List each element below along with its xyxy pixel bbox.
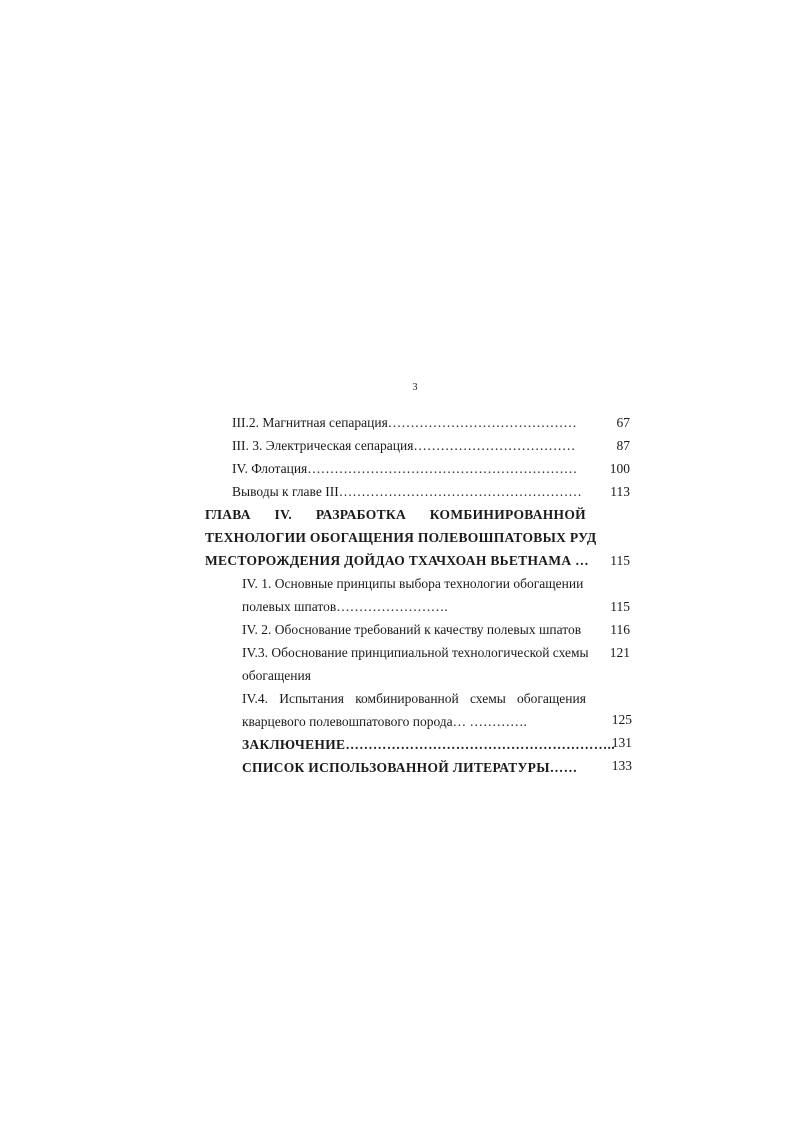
- chapter4-word-3: РАЗРАБОТКА: [315, 507, 407, 522]
- toc-chapter4-heading-line3[interactable]: МЕСТОРОЖДЕНИЯ ДОЙДАО ТХАЧХОАН ВЬЕТНАМА …: [205, 553, 589, 568]
- toc-chapter4-heading-line1[interactable]: [205, 507, 586, 523]
- iv4-word-2: Испытания: [279, 691, 344, 706]
- toc-entry-iv4-line2[interactable]: кварцевого полевошпатового порода… ………….: [242, 714, 527, 729]
- toc-entry-chapter3-conclusions[interactable]: Выводы к главе III………………………………………………: [232, 484, 582, 499]
- toc-entry-iv2[interactable]: IV. 2. Обоснование требований к качеству полевых шпатов: [242, 622, 582, 637]
- toc-page-magnetic-separation: 67: [616, 415, 630, 430]
- iv4-word-4: схемы: [469, 691, 506, 706]
- iv4-word-1: IV.4.: [242, 691, 269, 706]
- toc-entry-magnetic-separation[interactable]: III.2. Магнитная сепарация……………………………………: [232, 415, 577, 430]
- iv4-word-3: комбинированной: [355, 691, 459, 706]
- chapter4-word-2: IV.: [274, 507, 293, 522]
- toc-page-references: 133: [611, 758, 632, 773]
- toc-entry-iv1-line2[interactable]: полевых шпатов…………………….: [242, 599, 448, 614]
- toc-page-conclusion: 131: [611, 735, 632, 750]
- toc-page-electric-separation: 87: [616, 438, 630, 453]
- toc-entry-conclusion[interactable]: ЗАКЛЮЧЕНИЕ…………………………………………………..: [242, 737, 615, 752]
- toc-entry-iv3-line1[interactable]: IV.3. Обоснование принципиальной технологической схемы: [242, 645, 589, 660]
- toc-entry-iv4-line1[interactable]: [242, 691, 586, 707]
- toc-entry-iv3-line2[interactable]: обогащения: [242, 668, 311, 683]
- iv4-word-5: обогащения: [517, 691, 586, 706]
- toc-page-flotation: 100: [609, 461, 630, 476]
- toc-page-iv2: 116: [610, 622, 630, 637]
- chapter4-word-4: КОМБИНИРОВАННОЙ: [429, 507, 586, 522]
- chapter4-word-1: ГЛАВА: [205, 507, 251, 522]
- toc-page-chapter4: 115: [610, 553, 630, 568]
- toc-entry-electric-separation[interactable]: III. 3. Электрическая сепарация………………………………: [232, 438, 576, 453]
- toc-entry-references[interactable]: СПИСОК ИСПОЛЬЗОВАННОЙ ЛИТЕРАТУРЫ……: [242, 760, 578, 775]
- toc-chapter4-heading-line2[interactable]: ТЕХНОЛОГИИ ОБОГАЩЕНИЯ ПОЛЕВОШПАТОВЫХ РУД: [205, 530, 597, 545]
- toc-entry-iv1-line1[interactable]: IV. 1. Основные принципы выбора технологии обогащении: [242, 576, 584, 591]
- toc-entry-flotation[interactable]: IV. Флотация……………………………………………………: [232, 461, 578, 476]
- toc-page-chapter3-conclusions: 113: [610, 484, 630, 499]
- toc-page-iv1: 115: [610, 599, 630, 614]
- toc-page-iv4: 125: [611, 712, 632, 727]
- page-number: 3: [412, 382, 418, 393]
- toc-page-iv3: 121: [609, 645, 630, 660]
